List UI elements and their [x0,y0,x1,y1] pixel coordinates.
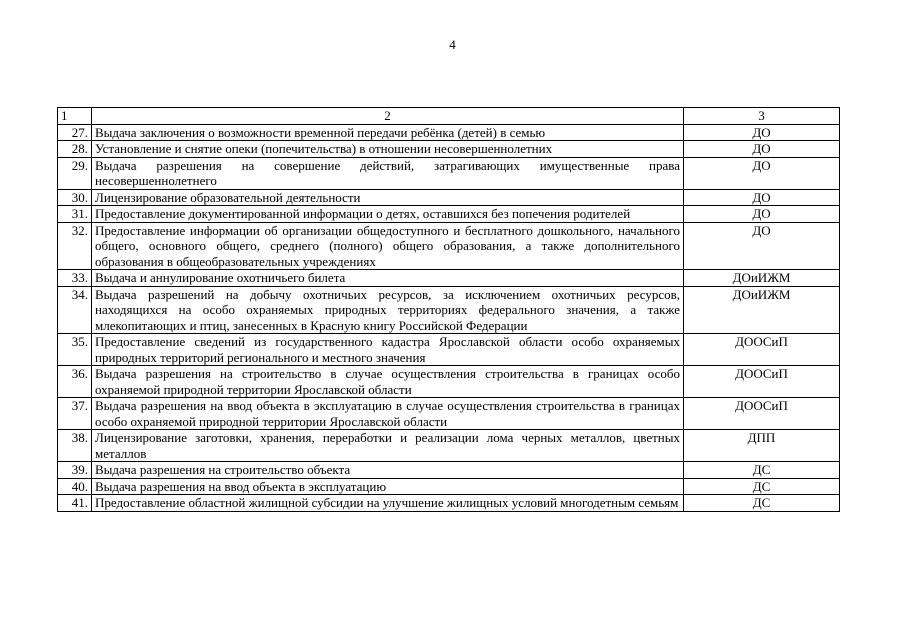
row-code: ДО [684,157,840,189]
row-description: Установление и снятие опеки (попечительства) в отношении несовершеннолетних [92,141,684,158]
row-description: Выдача заключения о возможности временной передачи ребёнка (детей) в семью [92,124,684,141]
row-number: 31. [58,206,92,223]
table-row [58,189,840,206]
row-description: Выдача разрешения на строительство в случае осуществления строительства в границах особо охраняемой природной территории Ярославской области [92,366,684,398]
row-number: 33. [58,270,92,287]
row-number: 35. [58,334,92,366]
row-number: 28. [58,141,92,158]
table-row [58,398,840,430]
row-number: 37. [58,398,92,430]
table-row [58,157,840,189]
row-code: ДООСиП [684,366,840,398]
row-code: ДОиИЖМ [684,286,840,334]
header-cell-2: 2 [92,108,684,125]
row-code: ДООСиП [684,334,840,366]
row-description: Предоставление документированной информации о детях, оставшихся без попечения родителей [92,206,684,223]
row-number: 38. [58,430,92,462]
header-cell-1: 1 [58,108,92,125]
row-code: ДС [684,462,840,479]
row-description: Выдача и аннулирование охотничьего билета [92,270,684,287]
row-code: ДС [684,478,840,495]
row-description: Предоставление сведений из государственного кадастра Ярославской области особо охраняемых природных территорий регионального и местного значения [92,334,684,366]
table-header-row [58,108,840,125]
row-number: 39. [58,462,92,479]
table-row [58,286,840,334]
services-table [57,107,840,512]
table-row [58,478,840,495]
row-code: ДОиИЖМ [684,270,840,287]
row-code: ДО [684,222,840,270]
table-row [58,495,840,512]
row-code: ДПП [684,430,840,462]
row-code: ДС [684,495,840,512]
row-number: 36. [58,366,92,398]
table-row [58,206,840,223]
row-description: Выдача разрешений на добычу охотничьих ресурсов, за исключением охотничьих ресурсов, находящихся на особо охраняемых природных территориях федерального значения, а также млекопитающих и птиц, занесенных в Красную книгу Российской Федерации [92,286,684,334]
header-cell-3: 3 [684,108,840,125]
table-row [58,124,840,141]
row-number: 34. [58,286,92,334]
table-row [58,222,840,270]
row-description: Лицензирование образовательной деятельности [92,189,684,206]
row-number: 40. [58,478,92,495]
row-number: 27. [58,124,92,141]
row-code: ДООСиП [684,398,840,430]
page-number: 4 [449,37,456,52]
row-code: ДО [684,141,840,158]
row-number: 32. [58,222,92,270]
table-row [58,430,840,462]
table-row [58,462,840,479]
table-row [58,270,840,287]
row-code: ДО [684,206,840,223]
table-row [58,141,840,158]
row-description: Предоставление областной жилищной субсидии на улучшение жилищных условий многодетным семьям [92,495,684,512]
table-row [58,366,840,398]
row-code: ДО [684,124,840,141]
row-description: Выдача разрешения на строительство объекта [92,462,684,479]
row-description: Выдача разрешения на ввод объекта в эксплуатацию в случае осуществления строительства в границах особо охраняемой природной территории Ярославской области [92,398,684,430]
row-number: 41. [58,495,92,512]
row-description: Выдача разрешения на совершение действий, затрагивающих имущественные права несовершеннолетнего [92,157,684,189]
row-description: Предоставление информации об организации общедоступного и бесплатного дошкольного, начального общего, основного общего, среднего (полного) общего образования, а также дополнительного образования в общеобразовательных учреждениях [92,222,684,270]
row-code: ДО [684,189,840,206]
table-row [58,334,840,366]
row-description: Выдача разрешения на ввод объекта в эксплуатацию [92,478,684,495]
row-description: Лицензирование заготовки, хранения, переработки и реализации лома черных металлов, цветных металлов [92,430,684,462]
row-number: 29. [58,157,92,189]
row-number: 30. [58,189,92,206]
